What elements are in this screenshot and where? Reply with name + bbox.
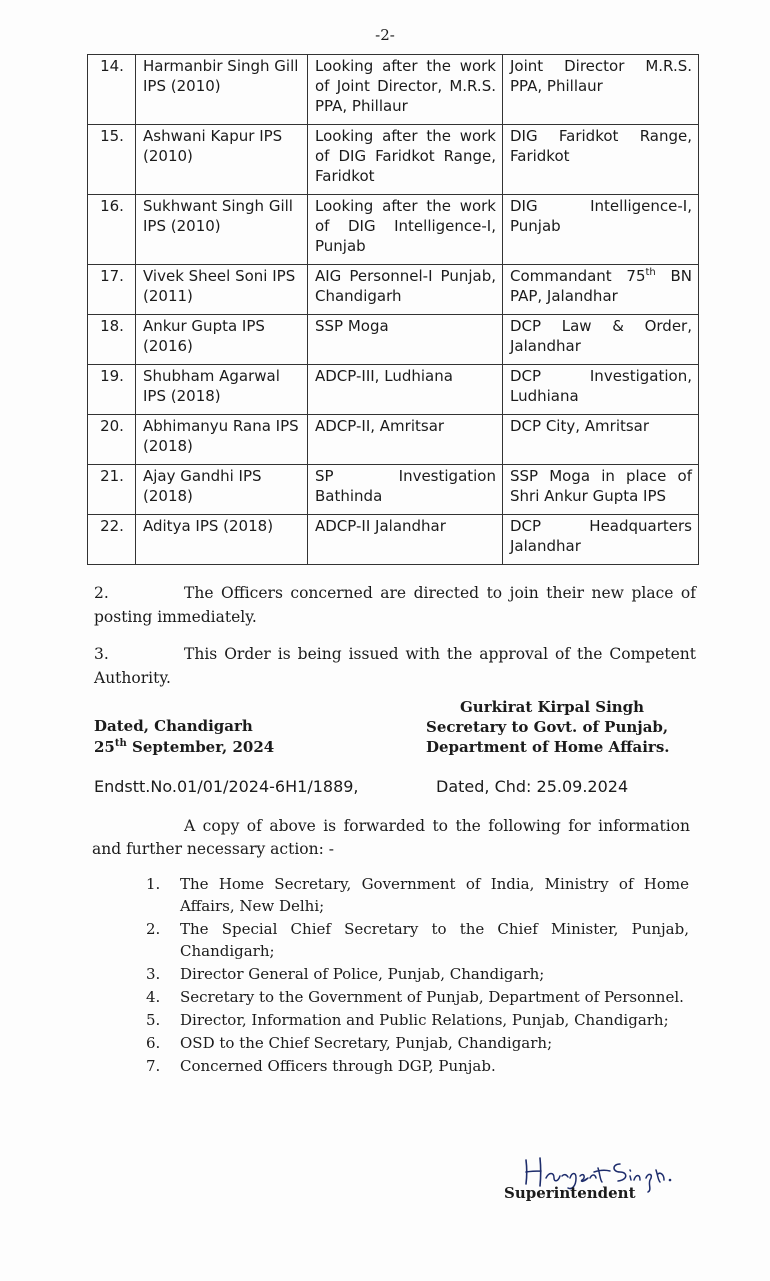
list-item (140, 986, 689, 1008)
dated-day: 25 (94, 738, 115, 756)
serial-number: 20. (88, 415, 136, 465)
officer-name: Abhimanyu Rana IPS (2018) (136, 415, 308, 465)
new-posting: DIG Intelligence-I, Punjab (503, 195, 699, 265)
officer-name: Ashwani Kapur IPS (2010) (136, 125, 308, 195)
paragraph-2 (94, 581, 696, 629)
superintendent-label: Superintendent (504, 1184, 636, 1202)
list-text: Concerned Officers through DGP, Punjab. (180, 1057, 496, 1075)
list-item (140, 963, 689, 985)
list-number: 7. (146, 1057, 161, 1075)
dated-place: Dated, Chandigarh (94, 717, 253, 735)
present-posting: Looking after the work of DIG Faridkot Range, Faridkot (308, 125, 503, 195)
new-posting: DCP Headquarters Jalandhar (503, 515, 699, 565)
table-row (88, 265, 699, 315)
list-number: 6. (146, 1034, 161, 1052)
paragraph-text: This Order is being issued with the approval of the Competent Authority. (94, 645, 696, 687)
signatory-block (426, 697, 676, 757)
list-item (140, 1055, 689, 1077)
officer-name: Shubham Agarwal IPS (2018) (136, 365, 308, 415)
table-row (88, 415, 699, 465)
table-row (88, 195, 699, 265)
table-row (88, 465, 699, 515)
signatory-name: Gurkirat Kirpal Singh (460, 698, 645, 716)
serial-number: 21. (88, 465, 136, 515)
dated-date (94, 737, 274, 758)
list-number: 4. (146, 988, 161, 1006)
list-item (140, 873, 689, 917)
list-number: 3. (146, 965, 161, 983)
list-number: 5. (146, 1011, 161, 1029)
list-item (140, 1032, 689, 1054)
copy-to-list (140, 873, 689, 1078)
present-posting: ADCP-III, Ludhiana (308, 365, 503, 415)
officer-name: Vivek Sheel Soni IPS (2011) (136, 265, 308, 315)
new-posting-prefix: Commandant 75 (510, 267, 646, 285)
postings-table (87, 54, 699, 565)
present-posting: ADCP-II, Amritsar (308, 415, 503, 465)
list-text: Director, Information and Public Relations, Punjab, Chandigarh; (180, 1011, 669, 1029)
table-row (88, 315, 699, 365)
dated-month-year: September, 2024 (126, 738, 275, 756)
list-text: Secretary to the Government of Punjab, Department of Personnel. (180, 988, 684, 1006)
paragraph-3 (94, 642, 696, 690)
endorsement-date: Dated, Chd: 25.09.2024 (436, 777, 629, 796)
paragraph-number: 3. (94, 645, 109, 663)
present-posting: SSP Moga (308, 315, 503, 365)
officer-name: Sukhwant Singh Gill IPS (2010) (136, 195, 308, 265)
forward-text: A copy of above is forwarded to the following for information and further necessary action: - (92, 817, 690, 858)
list-item (140, 918, 689, 962)
list-text: The Home Secretary, Government of India, Ministry of Home Affairs, New Delhi; (180, 875, 689, 915)
officer-name: Ajay Gandhi IPS (2018) (136, 465, 308, 515)
present-posting: SP Investigation Bathinda (308, 465, 503, 515)
serial-number: 17. (88, 265, 136, 315)
serial-number: 14. (88, 55, 136, 125)
ordinal-suffix: th (114, 738, 127, 749)
new-posting: SSP Moga in place of Shri Ankur Gupta IPS (503, 465, 699, 515)
new-posting: DCP Law & Order, Jalandhar (503, 315, 699, 365)
forward-paragraph (92, 815, 690, 861)
serial-number: 22. (88, 515, 136, 565)
serial-number: 15. (88, 125, 136, 195)
officer-name: Harmanbir Singh Gill IPS (2010) (136, 55, 308, 125)
table-row (88, 515, 699, 565)
signatory-designation: Secretary to Govt. of Punjab, (426, 718, 669, 736)
paragraph-number: 2. (94, 584, 109, 602)
new-posting-suffix: BN PAP, Jalandhar (510, 267, 693, 305)
new-posting: DCP Investigation, Ludhiana (503, 365, 699, 415)
table-row (88, 125, 699, 195)
paragraph-text: The Officers concerned are directed to join their new place of posting immediately. (94, 584, 696, 626)
present-posting: Looking after the work of Joint Director, M.R.S. PPA, Phillaur (308, 55, 503, 125)
new-posting: DCP City, Amritsar (503, 415, 699, 465)
new-posting: DIG Faridkot Range, Faridkot (503, 125, 699, 195)
list-text: The Special Chief Secretary to the Chief Minister, Punjab, Chandigarh; (180, 920, 689, 960)
dated-block (94, 716, 274, 758)
serial-number: 16. (88, 195, 136, 265)
list-item (140, 1009, 689, 1031)
page-number: -2- (375, 26, 395, 44)
present-posting: ADCP-II Jalandhar (308, 515, 503, 565)
present-posting: AIG Personnel-I Punjab, Chandigarh (308, 265, 503, 315)
signatory-department: Department of Home Affairs. (426, 738, 670, 756)
table-row (88, 365, 699, 415)
serial-number: 19. (88, 365, 136, 415)
list-number: 1. (146, 875, 161, 893)
ordinal-suffix: th (645, 267, 656, 278)
serial-number: 18. (88, 315, 136, 365)
table-row (88, 55, 699, 125)
present-posting: Looking after the work of DIG Intelligence-I, Punjab (308, 195, 503, 265)
list-text: OSD to the Chief Secretary, Punjab, Chandigarh; (180, 1034, 553, 1052)
endorsement-number: Endstt.No.01/01/2024-6H1/1889, (94, 777, 359, 796)
new-posting (503, 265, 699, 315)
new-posting: Joint Director M.R.S. PPA, Phillaur (503, 55, 699, 125)
officer-name: Aditya IPS (2018) (136, 515, 308, 565)
list-number: 2. (146, 920, 161, 938)
list-text: Director General of Police, Punjab, Chandigarh; (180, 965, 545, 983)
officer-name: Ankur Gupta IPS (2016) (136, 315, 308, 365)
endorsement-line (94, 775, 629, 799)
